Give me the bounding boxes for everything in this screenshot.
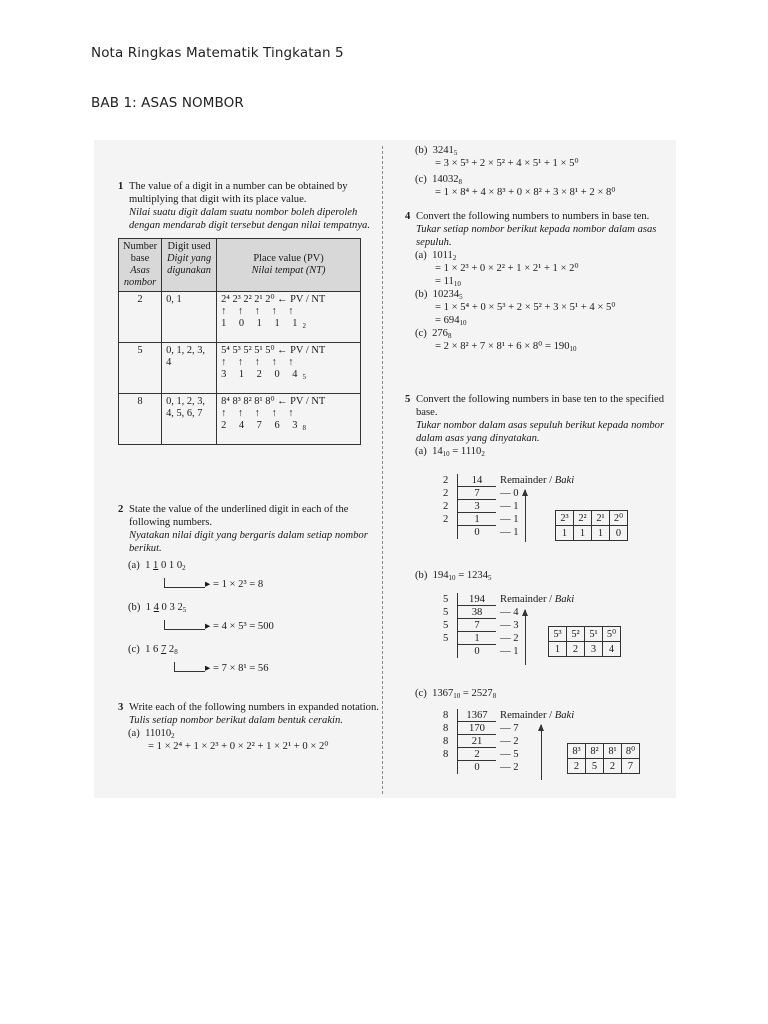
text-q2-parts-0-sub: 2	[182, 564, 186, 572]
row-digits: 0, 1	[162, 292, 217, 343]
question-3-continued	[405, 144, 675, 199]
text-q1-table_headers-digits_ms: Digit yang digunakan	[166, 253, 212, 276]
text-q5-c-nums-3: 2	[457, 748, 496, 761]
text-q5-a-pv-3: 2⁰	[610, 511, 628, 526]
row-digits: 0, 1, 2, 3, 4	[162, 343, 217, 394]
text-q5-c-rhs_sub: 8	[492, 692, 497, 700]
q4-part-a	[415, 249, 675, 288]
text-q4-a_label: (a)	[415, 250, 427, 261]
row-pv	[217, 343, 361, 394]
text-q5-c-rems-1: — 7	[500, 723, 519, 734]
q5-english: Convert the following numbers in base ten to the specified base.	[416, 394, 665, 418]
text-q5-b-divisor: 5	[443, 607, 449, 618]
q1-number: 1	[118, 181, 124, 192]
text-q5-b-lhs_sub: 10	[448, 574, 456, 582]
text-q4-c_l1: = 2 × 8² + 7 × 8¹ + 6 × 8⁰ = 190	[435, 341, 570, 352]
text-q5-a-rhs_sub: 2	[481, 450, 485, 458]
result-grid-b	[548, 626, 621, 657]
th-base	[119, 239, 162, 292]
text-q5-a-digits-0: 1	[556, 526, 574, 541]
up-arrow-icon	[525, 490, 526, 542]
text-q5-b-digits-3: 4	[603, 642, 621, 657]
text-q5-baki: Baki	[554, 594, 575, 605]
text-q4-c_sub: 8	[447, 332, 452, 340]
text-q3-b_exp: = 3 × 5³ + 2 × 5² + 4 × 5¹ + 1 × 5⁰	[435, 158, 579, 169]
text-q3-b_label: (b)	[415, 145, 428, 156]
text-q5-remainder: Remainder /	[500, 594, 555, 605]
text-q1-rows-0-arrows: ↑ ↑ ↑ ↑ ↑	[221, 306, 298, 317]
text-q2-parts-2-pre: 1 6	[145, 644, 161, 655]
th-digits	[162, 239, 217, 292]
text-q1-rows-0-pv: 2⁴ 2³ 2² 2¹ 2⁰ ← PV / NT	[221, 294, 326, 305]
text-q5-b-digits-2: 3	[585, 642, 603, 657]
text-q5-c-nums-1: 170	[457, 722, 496, 735]
text-q2-parts-1-label: (b)	[128, 602, 141, 613]
result-grid-a	[555, 510, 628, 541]
question-1	[118, 180, 373, 445]
result-grid-c	[567, 743, 640, 774]
text-q5-b-pv-0: 5³	[549, 627, 567, 642]
text-q4-a_l1: = 1 × 2³ + 0 × 2² + 1 × 2¹ + 1 × 2⁰	[435, 263, 579, 274]
q3-english: Write each of the following numbers in expanded notation.	[129, 702, 379, 713]
text-q5-b-nums-0: 194	[457, 593, 496, 606]
text-q3-a_sub: 2	[171, 732, 175, 740]
text-q5-c-lhs: 1367	[432, 688, 454, 699]
text-q5-b-lhs: 194	[432, 570, 449, 581]
table-row	[119, 394, 361, 445]
q4-part-c	[415, 327, 675, 353]
text-q4-a_l2: = 11	[435, 276, 454, 287]
text-q5-b-pv-1: 5²	[567, 627, 585, 642]
question-5	[405, 393, 675, 458]
division-ladder-c	[443, 709, 574, 774]
text-q5-c-pv-1: 8²	[586, 744, 604, 759]
text-q5-remainder: Remainder /	[500, 475, 555, 486]
q3-part-c	[415, 173, 675, 199]
q4-number: 4	[405, 211, 411, 222]
text-q5-a-nums-3: 1	[457, 513, 496, 526]
text-q2-parts-0-pre: 1	[145, 560, 154, 571]
text-q5-b-nums-1: 38	[457, 606, 496, 619]
question-2	[118, 503, 373, 675]
text-q5-b-divisor: 5	[443, 620, 449, 631]
text-q2-parts-2-label: (c)	[128, 644, 140, 655]
text-q1-rows-1-pv: 5⁴ 5³ 5² 5¹ 5⁰ ← PV / NT	[221, 345, 326, 356]
text-q1-rows-1-num: 3 1 2 0 4	[221, 369, 303, 380]
text-q5-c-digits-3: 7	[622, 759, 640, 774]
text-q4-b_l2_sub: 10	[459, 319, 467, 327]
text-q5-c-digits-0: 2	[568, 759, 586, 774]
text-q5-c-rems-4: — 2	[500, 762, 519, 773]
text-q1-table_headers-pv_ms: Nilai tempat (NT)	[251, 265, 326, 276]
text-q3-c_num: 14032	[432, 174, 459, 185]
text-q1-rows-0-num: 1 0 1 1 1	[221, 318, 303, 329]
text-q1-rows-2-sub: 8	[302, 424, 306, 432]
text-q2-parts-1-pre: 1	[145, 602, 154, 613]
text-q2-parts-2-u: 7	[160, 644, 167, 655]
text-q5-baki: Baki	[554, 475, 575, 486]
q5-malay: Tukar nombor dalam asas sepuluh berikut kepada nombor dalam asas yang dinyatakan.	[416, 420, 665, 444]
q4-malay: Tukar setiap nombor berikut kepada nombor dalam asas sepuluh.	[416, 224, 657, 248]
text-q4-b_sub: 5	[459, 293, 463, 301]
text-q3-a_exp: = 1 × 2⁴ + 1 × 2³ + 0 × 2² + 1 × 2¹ + 0 × 2⁰	[148, 741, 329, 752]
q2-part-a: (a) 1 1 0 1 $0_2$ ▸ = 1 × 2³ = 8	[128, 560, 264, 590]
text-q4-c_num: 276	[432, 328, 448, 339]
question-4	[405, 210, 675, 353]
text-q4-a_num: 1011	[432, 250, 453, 261]
q5-number: 5	[405, 394, 411, 405]
q2-english: State the value of the underlined digit in each of the following numbers.	[129, 504, 349, 528]
text-q5-a-divisor: 2	[443, 475, 449, 486]
text-q4-c_l1_sub: 10	[569, 345, 577, 353]
text-q1-rows-1-sub: 5	[302, 373, 306, 381]
text-q5-c-divisor: 8	[443, 710, 449, 721]
text-q5-b-divisor: 5	[443, 633, 449, 644]
text-q5-a-divisor: 2	[443, 514, 449, 525]
text-q5-c-rems-3: — 5	[500, 749, 519, 760]
text-q5-a-pv-0: 2³	[556, 511, 574, 526]
q2-part-b: (b) 1 4 0 3 $2_5$ ▸ = 4 × 5³ = 500	[128, 602, 274, 632]
text-q5-a-nums-4: 0	[457, 526, 496, 539]
place-value-table	[118, 238, 361, 445]
th-place-value	[217, 239, 361, 292]
text-q5-a-nums-1: 7	[457, 487, 496, 500]
text-q5-c-nums-2: 21	[457, 735, 496, 748]
row-base: 5	[119, 343, 162, 394]
q2-malay: Nyatakan nilai digit yang bergaris dalam setiap nombor berikut.	[129, 530, 368, 554]
table-row	[119, 292, 361, 343]
text-q4-a_l2_sub: 10	[453, 280, 461, 288]
text-q5-a-rhs: = 1110	[449, 446, 482, 457]
text-q2-parts-0-post: 0 1 0	[158, 560, 183, 571]
text-q5-a-rems-3: — 1	[500, 514, 519, 525]
text-q5-b-label: (b)	[415, 570, 428, 581]
text-q3-b_num: 3241	[432, 145, 454, 156]
table-row	[119, 343, 361, 394]
text-q5-b-digits-0: 1	[549, 642, 567, 657]
text-q5-a-divisor: 2	[443, 501, 449, 512]
text-q5-b-divisor: 5	[443, 594, 449, 605]
text-q4-c_label: (c)	[415, 328, 427, 339]
up-arrow-icon	[525, 610, 526, 665]
text-q1-rows-2-pv: 8⁴ 8³ 8² 8¹ 8⁰ ← PV / NT	[221, 396, 326, 407]
q2-part-c: (c) 1 6 7 $2_8$ ▸ = 7 × 8¹ = 56	[128, 644, 269, 674]
text-q5-a-digits-1: 1	[574, 526, 592, 541]
text-q4-a_sub: 2	[452, 254, 457, 262]
text-q5-c-nums-4: 0	[457, 761, 496, 774]
up-arrow-icon	[541, 725, 542, 780]
text-q4-b_num: 10234	[432, 289, 460, 300]
text-q5-a-nums-2: 3	[457, 500, 496, 513]
text-q5-b-nums-4: 0	[457, 645, 496, 658]
text-q1-table_headers-base_ms: Asas nombor	[123, 265, 157, 288]
q1-english: The value of a digit in a number can be obtained by multiplying that digit with its place value.	[129, 181, 348, 205]
text-q5-b-nums-2: 7	[457, 619, 496, 632]
text-q4-b_label: (b)	[415, 289, 428, 300]
text-q2-parts-1-sub: 5	[182, 606, 187, 614]
text-q1-table_headers-base: Number base	[123, 241, 158, 264]
text-q5-b-nums-3: 1	[457, 632, 496, 645]
text-q5-a-lhs_sub: 10	[442, 450, 450, 458]
text-q5-b-rems-3: — 2	[500, 633, 519, 644]
text-q2-parts-1-result: = 4 × 5³ = 500	[212, 621, 274, 632]
document-title: Nota Ringkas Matematik Tingkatan 5	[91, 45, 344, 61]
text-q4-b_l1: = 1 × 5⁴ + 0 × 5³ + 2 × 5² + 3 × 5¹ + 4 × 5⁰	[435, 302, 616, 313]
text-q5-b-pv-2: 5¹	[585, 627, 603, 642]
text-q5-remainder: Remainder /	[500, 710, 555, 721]
text-q5-c-pv-0: 8³	[568, 744, 586, 759]
text-q5-a-digits-2: 1	[592, 526, 610, 541]
text-q5-c-digits-1: 5	[586, 759, 604, 774]
text-q2-parts-1-u: 4	[153, 602, 159, 613]
text-q5-c-lhs_sub: 10	[453, 692, 461, 700]
text-q3-a_label: (a)	[128, 728, 140, 739]
chapter-title: BAB 1: ASAS NOMBOR	[91, 95, 244, 111]
text-q5-c-nums-0: 1367	[457, 709, 496, 722]
q1-malay: Nilai suatu digit dalam suatu nombor boleh diperoleh dengan mendarab digit tersebut dengan nilai tempatnya.	[129, 207, 370, 231]
text-q5-c-divisor: 8	[443, 723, 449, 734]
text-q5-a-rems-2: — 1	[500, 501, 519, 512]
text-q2-parts-2-post: 2	[166, 644, 175, 655]
text-q5-a-lhs: 14	[432, 446, 443, 457]
q5-part-b-heading	[415, 569, 492, 582]
column-divider	[382, 146, 383, 794]
text-q5-c-divisor: 8	[443, 736, 449, 747]
text-q2-parts-2-sub: 8	[174, 648, 178, 656]
text-q3-c_exp: = 1 × 8⁴ + 4 × 8³ + 0 × 8² + 3 × 8¹ + 2 × 8⁰	[435, 187, 616, 198]
text-q4-b_l2: = 694	[435, 315, 460, 326]
text-q1-rows-2-arrows: ↑ ↑ ↑ ↑ ↑	[221, 408, 298, 419]
q3-part-b	[415, 144, 675, 170]
question-3	[118, 701, 380, 753]
text-q5-c-pv-2: 8¹	[604, 744, 622, 759]
text-q2-parts-0-result: = 1 × 2³ = 8	[212, 579, 264, 590]
q3-malay: Tulis setiap nombor berikut dalam bentuk cerakin.	[129, 715, 343, 726]
row-base: 8	[119, 394, 162, 445]
text-q5-b-rems-4: — 1	[500, 646, 519, 657]
q4-part-b	[415, 288, 675, 327]
text-q5-c-rhs: = 2527	[460, 688, 493, 699]
text-q5-b-rhs: = 1234	[455, 570, 489, 581]
text-q1-table_headers-digits: Digit used	[167, 241, 211, 252]
text-q5-c-rems-2: — 2	[500, 736, 519, 747]
text-q5-a-pv-1: 2²	[574, 511, 592, 526]
text-q5-b-rems-2: — 3	[500, 620, 519, 631]
row-base: 2	[119, 292, 162, 343]
text-q3-c_label: (c)	[415, 174, 427, 185]
text-q3-a_num: 11010	[145, 728, 172, 739]
text-q5-b-pv-3: 5⁰	[603, 627, 621, 642]
text-q5-a-divisor: 2	[443, 488, 449, 499]
text-q3-c_sub: 8	[458, 178, 463, 186]
text-q5-a-rems-1: — 0	[500, 488, 519, 499]
text-q5-b-rems-1: — 4	[500, 607, 519, 618]
text-q5-c-digits-2: 2	[604, 759, 622, 774]
row-digits: 0, 1, 2, 3, 4, 5, 6, 7	[162, 394, 217, 445]
text-q5-a-digits-3: 0	[610, 526, 628, 541]
text-q5-a-rems-4: — 1	[500, 527, 519, 538]
text-q5-a-label: (a)	[415, 446, 427, 457]
q5-part-a-heading	[415, 445, 675, 458]
row-pv	[217, 292, 361, 343]
text-q5-c-label: (c)	[415, 688, 427, 699]
row-pv	[217, 394, 361, 445]
text-q5-a-pv-2: 2¹	[592, 511, 610, 526]
text-q5-c-divisor: 8	[443, 749, 449, 760]
q2-number: 2	[118, 504, 124, 515]
text-q2-parts-2-result: = 7 × 8¹ = 56	[212, 663, 269, 674]
text-q5-c-pv-3: 8⁰	[622, 744, 640, 759]
text-q5-b-digits-1: 2	[567, 642, 585, 657]
text-q1-table_headers-pv: Place value (PV)	[253, 253, 324, 264]
text-q3-b_sub: 5	[453, 149, 458, 157]
text-q5-baki: Baki	[554, 710, 575, 721]
q5-part-c-heading	[415, 687, 496, 700]
text-q1-rows-1-arrows: ↑ ↑ ↑ ↑ ↑	[221, 357, 298, 368]
q3-number: 3	[118, 702, 124, 713]
text-q1-rows-2-num: 2 4 7 6 3	[221, 420, 303, 431]
text-q2-parts-0-label: (a)	[128, 560, 140, 571]
text-q5-a-nums-0: 14	[457, 474, 496, 487]
text-q5-b-rhs_sub: 5	[488, 574, 492, 582]
text-q2-parts-1-post: 0 3 2	[158, 602, 183, 613]
text-q2-parts-0-u: 1	[153, 560, 159, 571]
text-q1-rows-0-sub: 2	[302, 322, 306, 330]
q4-english: Convert the following numbers to numbers in base ten.	[416, 211, 650, 222]
q3-part-a	[128, 727, 380, 753]
